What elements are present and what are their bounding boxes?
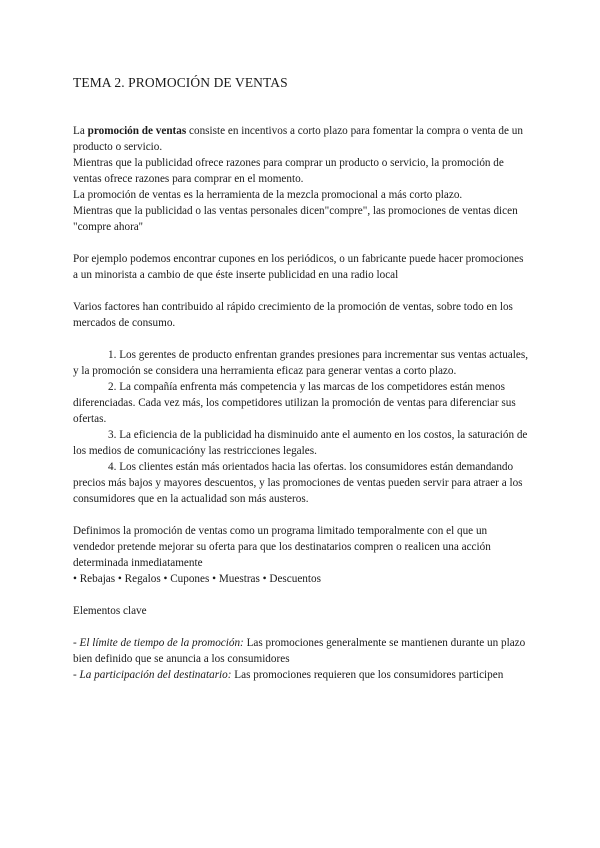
key-element-text: Las promociones requieren que los consumidores participen bbox=[231, 669, 504, 681]
spacer bbox=[73, 235, 528, 251]
intro-line-2: Mientras que la publicidad ofrece razones para comprar un producto o servicio, la promoción de ventas ofrece razones para comprar en el momento. bbox=[73, 157, 504, 185]
key-element bbox=[73, 667, 528, 683]
factor-item: 2. La compañía enfrenta más competencia y las marcas de los competidores están menos diferenciadas. Cada vez más, los competidores utilizan la promoción de ventas para diferenciar sus ofertas. bbox=[73, 381, 516, 425]
spacer bbox=[73, 507, 528, 523]
key-element bbox=[73, 635, 528, 667]
factor-item: 1. Los gerentes de producto enfrentan grandes presiones para incrementar sus ventas actuales, y la promoción se considera una herramienta eficaz para generar ventas a corto plazo. bbox=[73, 349, 528, 377]
intro-term: promoción de ventas bbox=[87, 125, 187, 137]
key-element-text: Las promociones generalmente se mantienen durante un plazo bien definido que se anuncia a los consumidores bbox=[73, 637, 526, 665]
spacer bbox=[73, 331, 528, 347]
factor-item: 3. La eficiencia de la publicidad ha disminuido ante el aumento en los costos, la saturación de los medios de comunicacióny las restricciones legales. bbox=[73, 429, 528, 457]
bullet-list: • Rebajas • Regalos • Cupones • Muestras • Descuentos bbox=[73, 573, 321, 585]
definition-paragraph: Definimos la promoción de ventas como un programa limitado temporalmente con el que un vendedor pretende mejorar su oferta para que los destinatarios compren o realicen una acción determinada inmediatamente bbox=[73, 525, 491, 569]
spacer bbox=[73, 283, 528, 299]
factors-intro: Varios factores han contribuido al rápido crecimiento de la promoción de ventas, sobre todo en los mercados de consumo. bbox=[73, 301, 513, 329]
intro-lead: La bbox=[73, 125, 88, 137]
factor-item: 4. Los clientes están más orientados hacia las ofertas. los consumidores están demandando precios más bajos y mayores descuentos, y las promociones de ventas pueden servir para atraer a los consumidores que en la actualidad son más austeros. bbox=[73, 461, 523, 505]
page-title: TEMA 2. PROMOCIÓN DE VENTAS bbox=[73, 75, 288, 90]
intro-line-4: Mientras que la publicidad o las ventas personales dicen"compre", las promociones de ventas dicen "compre ahora'' bbox=[73, 205, 518, 233]
intro-rest: consiste en incentivos a corto plazo para fomentar la compra o venta de un producto o servicio. bbox=[73, 125, 523, 153]
spacer bbox=[73, 587, 528, 603]
factors-list bbox=[73, 347, 528, 507]
example-paragraph: Por ejemplo podemos encontrar cupones en los periódicos, o un fabricante puede hacer promociones a un minorista a cambio de que éste inserte publicidad en una radio local bbox=[73, 253, 524, 281]
key-element-label: - El límite de tiempo de la promoción: bbox=[73, 637, 244, 649]
document-body bbox=[73, 123, 528, 683]
key-element-label: - La participación del destinatario: bbox=[73, 669, 232, 681]
key-elements-heading: Elementos clave bbox=[73, 605, 147, 617]
spacer bbox=[73, 619, 528, 635]
intro-paragraph bbox=[73, 123, 528, 155]
intro-line-3: La promoción de ventas es la herramienta de la mezcla promocional a más corto plazo. bbox=[73, 189, 463, 201]
